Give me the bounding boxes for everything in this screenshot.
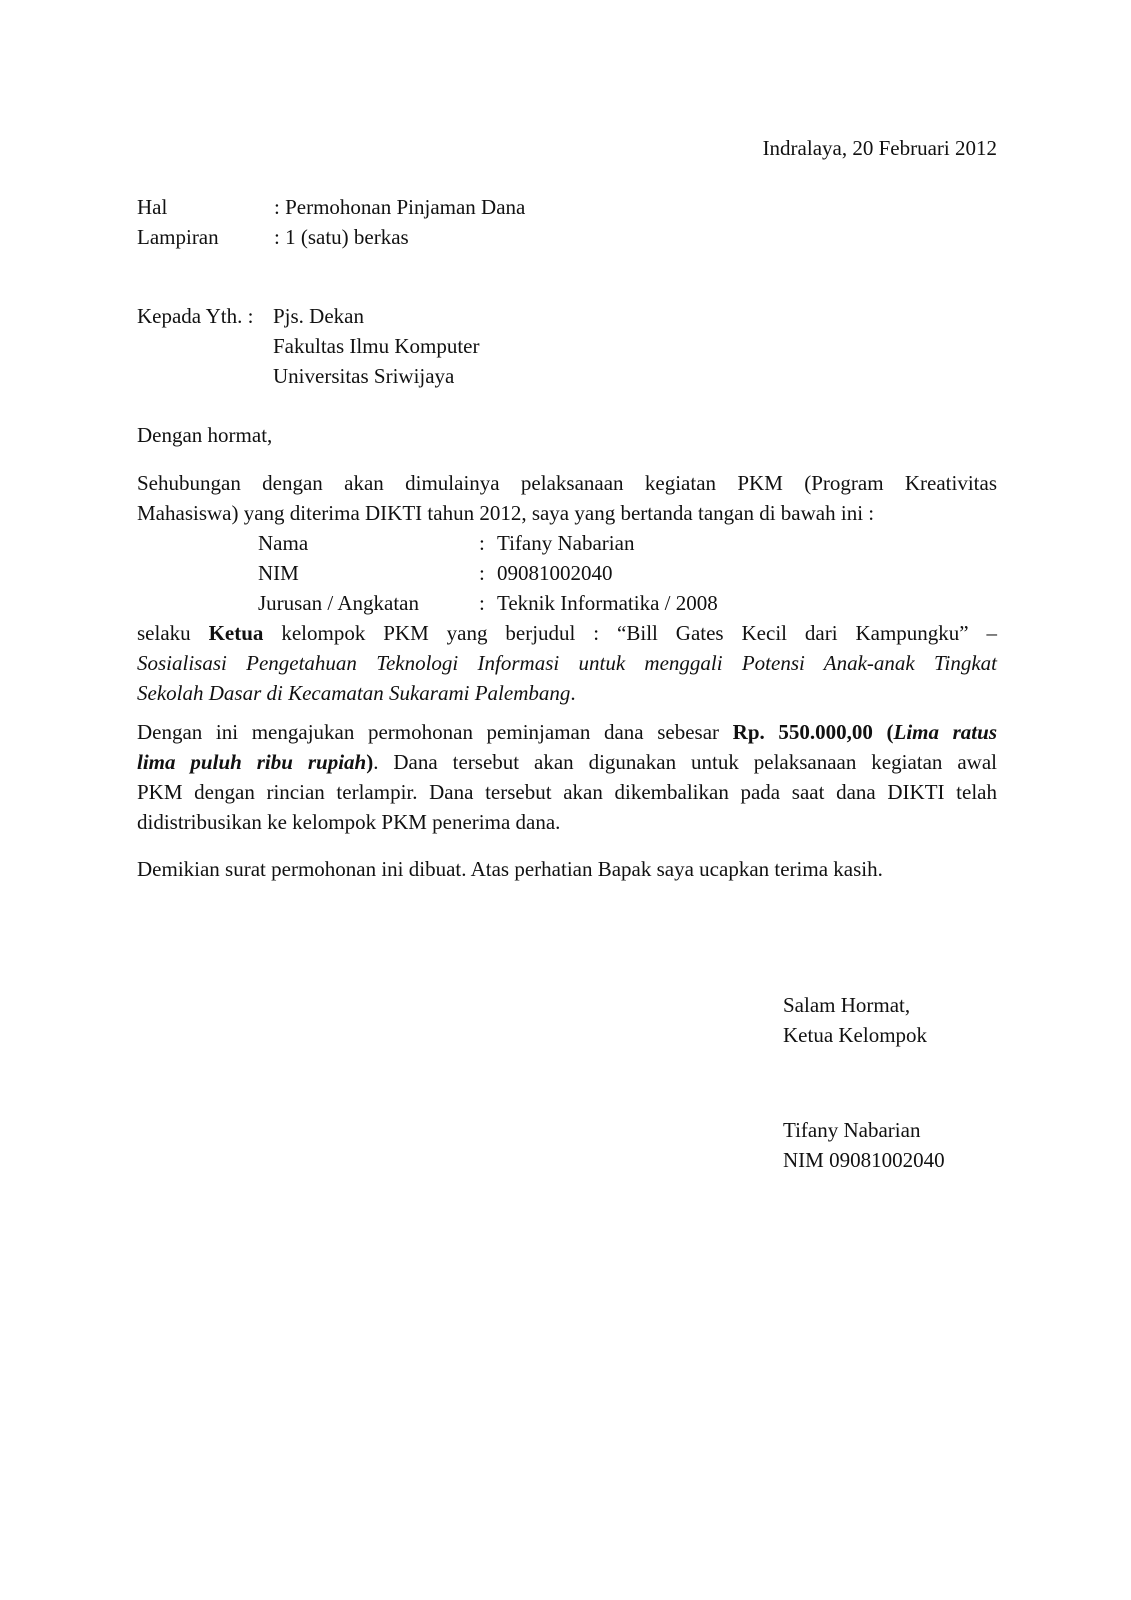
identity-value: Tifany Nabarian <box>497 531 635 555</box>
meta-value: : Permohonan Pinjaman Dana <box>274 195 526 219</box>
recipient-line: Pjs. Dekan <box>273 304 364 328</box>
amount-words: Lima ratus <box>893 720 997 744</box>
request-line: PKM dengan rincian terlampir. Dana tersebut akan dikembalikan pada saat dana DIKTI telah <box>137 780 997 804</box>
signer-block <box>783 1115 945 1175</box>
request-text: . Dana tersebut akan digunakan untuk pelaksanaan kegiatan awal <box>373 750 997 774</box>
identity-block <box>258 528 718 618</box>
meta-row-subject <box>137 192 525 222</box>
role-line <box>137 681 576 705</box>
role-paragraph <box>137 618 997 708</box>
recipient-line: Fakultas Ilmu Komputer <box>273 334 480 358</box>
identity-value: 09081002040 <box>497 561 613 585</box>
meta-label: Hal <box>137 195 168 219</box>
role-prefix: selaku <box>137 621 191 645</box>
closing-line: Ketua Kelompok <box>783 1023 928 1047</box>
identity-label: Nama <box>258 531 309 555</box>
identity-colon: : <box>479 531 485 555</box>
role-name: Ketua <box>208 621 264 645</box>
request-amount: lima puluh ribu rupiah) <box>137 750 374 774</box>
closing-block <box>783 990 927 1050</box>
identity-row <box>258 528 718 558</box>
request-paragraph <box>137 717 997 837</box>
recipient-address <box>273 301 479 391</box>
closing-line: Salam Hormat, <box>783 993 911 1017</box>
identity-row <box>258 588 718 618</box>
signer-nim: NIM 09081002040 <box>783 1148 945 1172</box>
meta-row-attachment <box>137 222 409 252</box>
recipient-label: Kepada Yth. : <box>137 304 254 328</box>
amount-words: lima puluh ribu rupiah <box>137 750 367 774</box>
closing-paragraph: Demikian surat permohonan ini dibuat. Atas perhatian Bapak saya ucapkan terima kasih. <box>137 857 883 881</box>
meta-value: : 1 (satu) berkas <box>274 225 409 249</box>
project-title-line: Sosialisasi Pengetahuan Teknologi Informasi untuk menggali Potensi Anak-anak Tingkat <box>137 651 997 675</box>
role-line <box>137 618 997 648</box>
project-title-line: Sekolah Dasar di Kecamatan Sukarami Palembang <box>137 681 571 705</box>
role-middle: kelompok PKM yang berjudul : “Bill Gates Kecil dari Kampungku” – <box>281 621 998 645</box>
intro-line: Sehubungan dengan akan dimulainya pelaksanaan kegiatan PKM (Program Kreativitas <box>137 471 997 495</box>
request-line: didistribusikan ke kelompok PKM penerima dana. <box>137 810 561 834</box>
intro-paragraph <box>137 468 997 528</box>
identity-colon: : <box>479 561 485 585</box>
identity-label: NIM <box>258 561 299 585</box>
meta-label: Lampiran <box>137 225 219 249</box>
salutation: Dengan hormat, <box>137 423 273 447</box>
signer-name: Tifany Nabarian <box>783 1118 921 1142</box>
intro-line: Mahasiswa) yang diterima DIKTI tahun 2012, saya yang bertanda tangan di bawah ini : <box>137 501 875 525</box>
recipient-line: Universitas Sriwijaya <box>273 364 455 388</box>
role-period: . <box>570 681 576 705</box>
identity-value: Teknik Informatika / 2008 <box>497 591 718 615</box>
identity-label: Jurusan / Angkatan <box>258 591 419 615</box>
identity-row <box>258 558 718 588</box>
request-line <box>137 747 997 777</box>
request-amount: Rp. 550.000,00 (Lima ratus <box>732 720 997 744</box>
request-text: Dengan ini mengajukan permohonan peminjaman dana sebesar <box>137 720 720 744</box>
place-date: Indralaya, 20 Februari 2012 <box>762 136 997 160</box>
identity-colon: : <box>479 591 485 615</box>
request-line <box>137 717 997 747</box>
